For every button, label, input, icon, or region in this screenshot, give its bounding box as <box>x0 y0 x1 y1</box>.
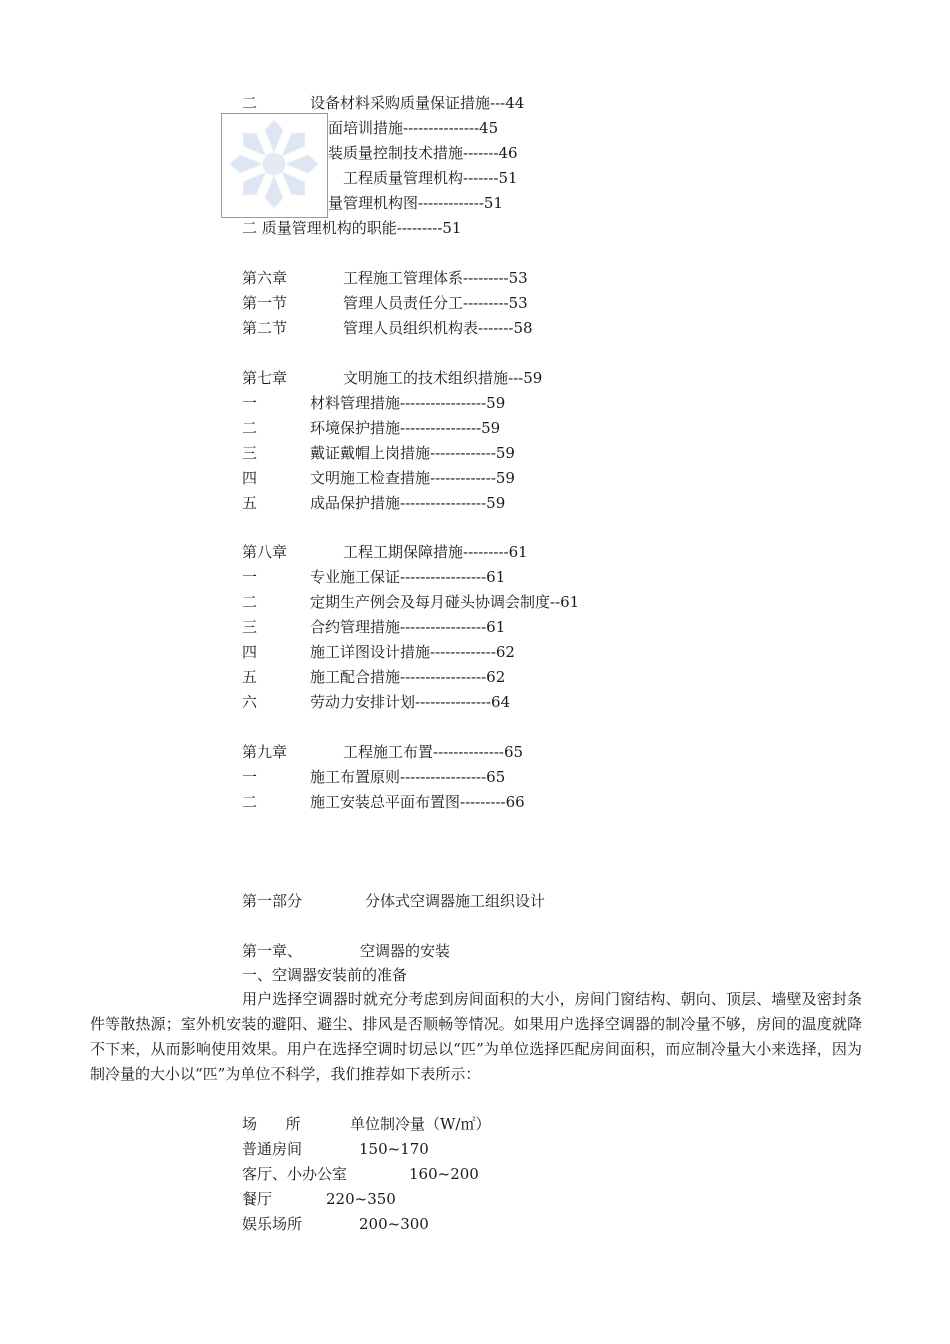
toc-text: 劳动力安排计划---------------64 <box>310 693 511 711</box>
toc-number: 四 <box>242 469 258 487</box>
toc-text: 面培训措施---------------45 <box>328 119 499 137</box>
toc-number: 二 <box>242 419 258 437</box>
toc-number: 三 <box>242 444 258 462</box>
toc-number: 四 <box>242 643 258 661</box>
toc-text: 工程施工布置--------------65 <box>343 743 524 761</box>
toc-text: 量管理机构图-------------51 <box>328 194 503 212</box>
toc-number: 第一节 <box>242 294 288 312</box>
table-header-value: 单位制冷量（W/㎡） <box>350 1115 491 1133</box>
toc-number: 六 <box>242 693 258 711</box>
chapter-label: 第一章、 <box>242 942 303 960</box>
toc-number: 一 <box>242 768 258 786</box>
toc-text: 管理人员责任分工---------53 <box>343 294 528 312</box>
table-cell-value: 150~170 <box>359 1140 429 1158</box>
body-paragraph: 用户选择空调器时就充分考虑到房间面积的大小，房间门窗结构、朝向、顶层、墙壁及密封条件等散热源；室外机安装的避阳、避尘、排风是否顺畅等情况。如果用户选择空调器的制冷量不够，房间的温度就降不下来，从而影响使用效果。用户在选择空调时切忌以“匹”为单位选择匹配房间面积，而应制冷量大小来选择，因为制冷量的大小以“匹”为单位不科学，我们推荐如下表所示： <box>90 990 862 1083</box>
toc-text: 二 质量管理机构的职能---------51 <box>242 219 462 237</box>
toc-number: 第六章 <box>242 269 288 287</box>
toc-number: 五 <box>242 668 258 686</box>
toc-text: 工程质量管理机构-------51 <box>343 169 518 187</box>
toc-number: 第八章 <box>242 543 288 561</box>
toc-text: 材料管理措施-----------------59 <box>310 394 506 412</box>
toc-number: 第九章 <box>242 743 288 761</box>
toc-text: 戴证戴帽上岗措施-------------59 <box>310 444 515 462</box>
toc-number: 第二节 <box>242 319 288 337</box>
toc-number: 二 <box>242 593 258 611</box>
table-cell-value: 200~300 <box>359 1215 429 1233</box>
toc-text: 定期生产例会及每月碰头协调会制度--61 <box>310 593 580 611</box>
toc-text: 工程施工管理体系---------53 <box>343 269 528 287</box>
table-cell-place: 餐厅 <box>242 1190 273 1208</box>
snowflake-logo-icon <box>222 114 327 217</box>
table-cell-value: 220~350 <box>326 1190 396 1208</box>
logo-watermark <box>221 113 328 218</box>
table-cell-place: 娱乐场所 <box>242 1215 303 1233</box>
toc-number: 二 <box>242 793 258 811</box>
toc-number: 第七章 <box>242 369 288 387</box>
toc-text: 文明施工检查措施-------------59 <box>310 469 515 487</box>
table-cell-value: 160~200 <box>409 1165 479 1183</box>
part-label: 第一部分 <box>242 892 303 910</box>
toc-text: 文明施工的技术组织措施---59 <box>343 369 543 387</box>
toc-text: 环境保护措施----------------59 <box>310 419 501 437</box>
section-title: 一、空调器安装前的准备 <box>242 966 408 984</box>
toc-text: 施工安装总平面布置图---------66 <box>310 793 525 811</box>
part-title: 分体式空调器施工组织设计 <box>365 892 546 910</box>
table-cell-place: 普通房间 <box>242 1140 303 1158</box>
toc-number: 三 <box>242 618 258 636</box>
toc-number: 二 <box>242 94 258 112</box>
toc-text: 施工布置原则-----------------65 <box>310 768 506 786</box>
toc-text: 专业施工保证-----------------61 <box>310 568 506 586</box>
toc-number: 一 <box>242 394 258 412</box>
toc-text: 工程工期保障措施---------61 <box>343 543 528 561</box>
toc-text: 施工配合措施-----------------62 <box>310 668 506 686</box>
table-header-place: 场 所 <box>242 1115 301 1133</box>
table-cell-place: 客厅、小办公室 <box>242 1165 348 1183</box>
toc-text: 管理人员组织机构表-------58 <box>343 319 533 337</box>
toc-text: 成品保护措施-----------------59 <box>310 494 506 512</box>
toc-number: 五 <box>242 494 258 512</box>
toc-text: 装质量控制技术措施-------46 <box>328 144 518 162</box>
toc-text: 施工详图设计措施-------------62 <box>310 643 515 661</box>
toc-text: 合约管理措施-----------------61 <box>310 618 506 636</box>
toc-text: 设备材料采购质量保证措施---44 <box>310 94 525 112</box>
toc-number: 一 <box>242 568 258 586</box>
chapter-title: 空调器的安装 <box>360 942 451 960</box>
